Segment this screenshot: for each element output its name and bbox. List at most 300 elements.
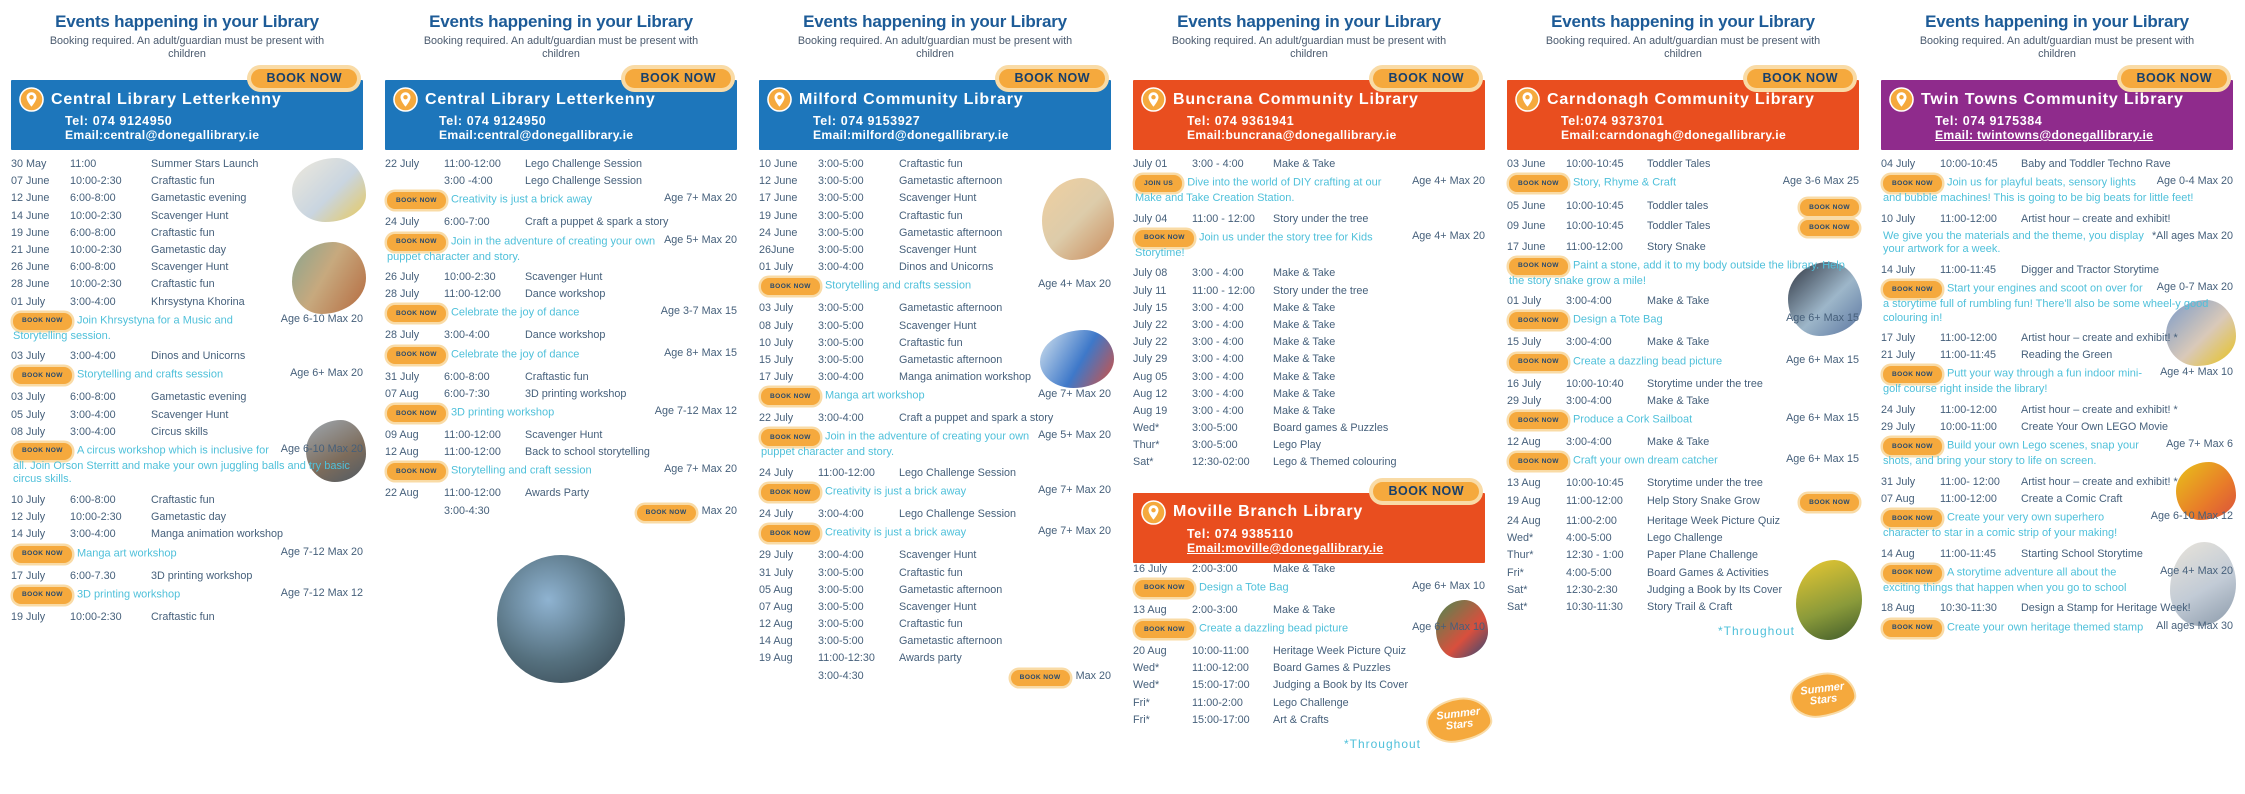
event-time: 3:00 - 4:00	[1192, 301, 1244, 314]
event-title: Make & Take	[1273, 370, 1336, 383]
event-date: 09 June	[1507, 220, 1546, 233]
event-row	[1133, 405, 1485, 418]
book-now-button[interactable]: BOOK NOW	[2121, 69, 2227, 88]
event-date: 26 June	[11, 261, 50, 274]
event-date: 15 July	[1507, 336, 1542, 349]
event-row	[1507, 158, 1859, 171]
page-title: Events happening in your Library	[803, 12, 1067, 31]
event-date: 24 Aug	[1507, 515, 1541, 528]
book-now-badge[interactable]: BOOK NOW	[13, 546, 72, 563]
event-row	[759, 354, 1111, 367]
booking-notice: Booking required. An adult/guardian must be present with children	[49, 35, 325, 60]
event-date: 10 July	[11, 493, 46, 506]
event-date: 07 Aug	[385, 387, 419, 400]
event-time: 11:00-12:00	[444, 288, 501, 301]
event-age-max: Age 4+ Max 20	[1412, 229, 1485, 242]
book-now-badge[interactable]: BOOK NOW	[1883, 510, 1942, 527]
event-age-max: Age 4+ Max 10	[2160, 366, 2233, 379]
book-now-badge[interactable]: BOOK NOW	[387, 405, 446, 422]
event-time: 3:00-5:00	[818, 336, 864, 349]
note-text: Dive into the world of DIY crafting at our Make and Take Creation Station.	[1135, 176, 1382, 205]
library-tel: Tel: 074 9124950	[65, 114, 173, 128]
event-date: 13 Aug	[1133, 603, 1167, 616]
booking-notice: Booking required. An adult/guardian must be present with children	[1171, 35, 1447, 60]
event-time: 3:00-5:00	[1192, 439, 1238, 452]
event-age-max: Age 6+ Max 15	[1786, 353, 1859, 366]
note-text: Storytelling and craft session	[450, 464, 592, 477]
library-banner	[1881, 80, 2233, 150]
library-email[interactable]: Email:central@donegallibrary.ie	[439, 128, 634, 142]
book-now-badge[interactable]: BOOK NOW	[761, 484, 820, 501]
column-header	[11, 12, 363, 61]
event-row	[11, 409, 363, 422]
event-time: 10:30-11:30	[1940, 602, 1997, 615]
event-time: 3:00-5:00	[1192, 422, 1238, 435]
event-time: 11:00-12:00	[444, 487, 501, 500]
book-now-badge[interactable]: BOOK NOW	[1883, 565, 1942, 582]
library-banner-block	[1133, 474, 1485, 563]
book-now-badge[interactable]: BOOK NOW	[1883, 366, 1942, 383]
library-email[interactable]: Email:buncrana@donegallibrary.ie	[1187, 128, 1397, 142]
event-title: Lego Challenge Session	[525, 175, 643, 188]
event-row	[385, 505, 737, 522]
event-time: 3:00 - 4:00	[1192, 336, 1244, 349]
event-age-max: Age 6-10 Max 12	[2150, 510, 2233, 523]
event-row	[1133, 422, 1485, 435]
event-title: Summer Stars Launch	[151, 158, 259, 170]
event-row	[759, 652, 1111, 665]
note-text: Celebrate the joy of dance	[450, 306, 580, 319]
event-time: 6:00-7.30	[70, 569, 116, 582]
event-row	[385, 371, 737, 384]
throughout-note: *Throughout	[1717, 624, 1795, 638]
event-row	[759, 508, 1111, 521]
event-age-max: Age 6-10 Max 20	[280, 312, 363, 325]
event-title: Scavenger Hunt	[899, 243, 977, 256]
book-now-badge[interactable]: BOOK NOW	[1883, 620, 1942, 637]
event-row	[1133, 645, 1485, 658]
note-text: Create your very own superhero character to star in a comic strip of your making!	[1883, 511, 2118, 540]
event-title: Craft a puppet and spark a story	[899, 412, 1054, 425]
book-now-badge[interactable]: BOOK NOW	[1883, 281, 1942, 298]
event-time: 12:30 - 1:00	[1566, 549, 1624, 562]
event-list	[1881, 158, 2233, 637]
event-title: Lego Challenge	[1273, 696, 1349, 709]
event-title: 3D printing workshop	[151, 569, 253, 582]
event-date: 20 Aug	[1133, 645, 1167, 657]
book-now-badge[interactable]: BOOK NOW	[13, 313, 72, 330]
event-title: Heritage Week Picture Quiz	[1273, 645, 1407, 657]
event-age-max: Age 5+ Max 20	[1038, 429, 1111, 442]
event-date: Thur*	[1133, 439, 1160, 452]
event-row	[1881, 602, 2233, 615]
event-row	[1507, 601, 1859, 614]
event-time: 12:30-02:00	[1192, 456, 1250, 469]
event-title: Craftastic fun	[899, 209, 963, 222]
event-row	[11, 227, 363, 240]
library-email[interactable]: Email:milford@donegallibrary.ie	[813, 128, 1009, 142]
event-time: 11:00-12:00	[1566, 240, 1623, 253]
event-row	[11, 494, 363, 507]
event-time: 3:00-4:00	[70, 528, 116, 541]
event-row	[1507, 378, 1859, 391]
event-time: 10:00-2:30	[70, 610, 122, 623]
book-now-badge[interactable]: BOOK NOW	[1800, 220, 1859, 237]
event-title: Paper Plane Challenge	[1647, 549, 1759, 562]
book-now-badge[interactable]: BOOK NOW	[1800, 494, 1859, 511]
event-row	[759, 244, 1111, 257]
library-email[interactable]: Email:central@donegallibrary.ie	[65, 128, 260, 142]
event-title: Scavenger Hunt	[151, 209, 229, 222]
book-now-badge[interactable]: BOOK NOW	[761, 429, 820, 446]
event-row	[1507, 532, 1859, 545]
library-banner	[1133, 80, 1485, 150]
book-now-badge[interactable]: BOOK NOW	[1135, 580, 1194, 597]
note-text: Produce a Cork Sailboat	[1572, 413, 1693, 426]
event-age-max: Max 20	[1075, 670, 1111, 683]
book-now-badge[interactable]: BOOK NOW	[1509, 453, 1568, 470]
event-title: Make & Take	[1273, 158, 1336, 170]
location-pin-icon	[393, 87, 418, 112]
event-age-max: Age 6+ Max 10	[1412, 621, 1485, 633]
event-time: 3:00-4:00	[70, 350, 116, 363]
event-row	[759, 337, 1111, 350]
note-text: Join in the adventure of creating your own puppet character and story.	[761, 430, 1030, 459]
event-age-max: Age 5+ Max 20	[664, 233, 737, 246]
event-age-max: Age 6+ Max 20	[290, 367, 363, 380]
event-title: Gametastic afternoon	[899, 175, 1003, 188]
note-text: 3D printing workshop	[450, 406, 555, 419]
book-now-badge[interactable]: BOOK NOW	[1509, 175, 1568, 192]
event-note	[1135, 230, 1485, 261]
event-row	[1507, 567, 1859, 580]
event-date: 01 July	[1507, 295, 1542, 308]
event-note	[1883, 281, 2233, 325]
event-row	[11, 611, 363, 624]
book-now-badge[interactable]: BOOK NOW	[1509, 354, 1568, 371]
event-date: 17 June	[1507, 240, 1546, 253]
event-row	[385, 487, 737, 500]
event-time: 3:00-5:00	[818, 319, 864, 332]
event-row	[1507, 549, 1859, 562]
library-banner	[1507, 80, 1859, 150]
event-date: 17 July	[1881, 332, 1916, 345]
event-date: 12 June	[759, 175, 798, 188]
event-note	[1883, 230, 2233, 257]
event-date: 29 July	[1881, 421, 1916, 434]
event-time: 11:00-11:45	[1940, 263, 1997, 276]
event-title: Make & Take	[1273, 353, 1336, 366]
book-now-badge[interactable]: BOOK NOW	[13, 367, 72, 384]
event-row	[1881, 404, 2233, 417]
event-row	[1881, 493, 2233, 506]
note-text: Start your engines and scoot on over for a storytime full of rumbling fun! There'll also be some wheel-y good colouring in!	[1883, 282, 2209, 324]
event-age-max: Age 0-4 Max 20	[2156, 175, 2233, 188]
event-row	[1881, 332, 2233, 345]
event-row	[1133, 353, 1485, 366]
book-now-badge[interactable]: BOOK NOW	[387, 305, 446, 322]
event-time: 3:00 - 4:00	[1192, 404, 1244, 417]
note-text: Build your own Lego scenes, snap your shots, and bring your story to life on screen.	[1883, 439, 2139, 468]
event-title: Circus skills	[151, 425, 208, 438]
book-now-badge[interactable]: BOOK NOW	[1509, 412, 1568, 429]
event-date: 26June	[759, 243, 795, 256]
booking-notice: Booking required. An adult/guardian must be present with children	[1545, 35, 1821, 60]
event-date: 24 July	[759, 508, 794, 521]
library-name-row	[1515, 87, 1851, 112]
event-title: Scavenger Hunt	[525, 429, 603, 441]
note-text: Creativity is just a brick away	[824, 485, 967, 498]
event-time: 10:00-2:30	[70, 175, 122, 188]
library-banner-block	[1881, 61, 2233, 150]
event-age-max: *All ages Max 20	[2151, 229, 2233, 242]
event-time: 11:00-12:00	[1940, 332, 1997, 345]
book-now-badge[interactable]: BOOK NOW	[1135, 230, 1194, 247]
event-title: Story under the tree	[1273, 284, 1369, 297]
event-time: 2:00-3:00	[1192, 603, 1238, 616]
book-now-button[interactable]: BOOK NOW	[251, 69, 357, 88]
event-row	[1133, 302, 1485, 315]
book-now-badge[interactable]: BOOK NOW	[1011, 670, 1070, 687]
event-date: 12 July	[11, 511, 46, 524]
event-row	[11, 528, 363, 541]
library-name: Moville Branch Library	[1173, 503, 1364, 521]
event-age-max: Age 7-12 Max 12	[654, 405, 737, 417]
event-note	[387, 463, 737, 480]
event-date: 12 Aug	[385, 446, 419, 459]
event-time: 11:00 - 12:00	[1192, 284, 1255, 297]
event-row	[1881, 476, 2233, 489]
event-title: Gametastic afternoon	[899, 302, 1003, 315]
event-date: 07 June	[11, 175, 50, 188]
event-date: 10 July	[1881, 212, 1916, 225]
event-time: 11:00-12:00	[1940, 403, 1997, 416]
event-time: 6:00-8:00	[70, 192, 116, 205]
book-now-badge[interactable]: BOOK NOW	[637, 505, 696, 522]
event-date: 05 Aug	[759, 583, 793, 596]
event-date: 21 June	[11, 243, 50, 256]
event-note	[13, 313, 363, 344]
event-row	[1133, 604, 1485, 617]
event-date: 01 July	[11, 295, 46, 308]
library-column	[748, 0, 1122, 794]
event-row	[1507, 494, 1859, 511]
library-email[interactable]: Email:carndonagh@donegallibrary.ie	[1561, 128, 1787, 142]
book-now-badge[interactable]: BOOK NOW	[387, 234, 446, 251]
book-now-badge[interactable]: BOOK NOW	[1883, 438, 1942, 455]
page-title: Events happening in your Library	[429, 12, 693, 31]
note-text: Putt your way through a fun indoor mini-golf course right inside the library!	[1883, 367, 2142, 396]
event-note	[1135, 621, 1485, 638]
book-now-badge[interactable]: BOOK NOW	[1509, 258, 1568, 275]
event-age-max: Age 6+ Max 10	[1412, 579, 1485, 592]
book-now-button[interactable]: BOOK NOW	[1373, 69, 1479, 88]
event-date: 03 July	[11, 391, 46, 404]
event-time: 11:00-12:00	[1192, 662, 1249, 675]
event-time: 3:00-5:00	[818, 302, 864, 315]
event-age-max: Age 8+ Max 15	[664, 346, 737, 359]
event-time: 11:00-12:00	[444, 158, 501, 170]
event-note	[1883, 510, 2233, 541]
library-email[interactable]: Email: twintowns@donegallibrary.ie	[1935, 128, 2154, 142]
library-column	[1496, 0, 1870, 794]
location-pin-icon	[1141, 500, 1166, 525]
event-time: 10:00-11:00	[1940, 421, 1997, 434]
book-now-badge[interactable]: BOOK NOW	[13, 443, 72, 460]
event-note	[387, 234, 737, 265]
book-now-button[interactable]: BOOK NOW	[625, 69, 731, 88]
event-date: 04 July	[1881, 158, 1916, 170]
event-date: 24 June	[759, 226, 798, 239]
column-header	[1881, 12, 2233, 61]
event-list	[1507, 158, 1859, 638]
book-now-badge[interactable]: BOOK NOW	[13, 587, 72, 604]
event-row-tail	[1011, 670, 1111, 687]
column-header	[1133, 12, 1485, 61]
event-date: July 15	[1133, 301, 1168, 314]
event-note	[13, 587, 363, 604]
event-row	[759, 261, 1111, 274]
event-date: 14 Aug	[1881, 547, 1915, 560]
event-row	[759, 549, 1111, 562]
event-date: 10 June	[759, 158, 798, 170]
event-time: 10:00-10:45	[1566, 477, 1624, 490]
event-time: 10:30-11:30	[1566, 601, 1623, 613]
library-email[interactable]: Email:moville@donegallibrary.ie	[1187, 540, 1384, 555]
event-row	[11, 210, 363, 223]
book-now-badge[interactable]: BOOK NOW	[1800, 199, 1859, 216]
event-title: Judging a Book by Its Cover	[1273, 679, 1409, 692]
event-note	[1509, 354, 1859, 371]
event-time: 3:00-4:00	[818, 261, 864, 274]
throughout-note: *Throughout	[1343, 736, 1421, 751]
column-header	[385, 12, 737, 61]
event-title: Scavenger Hunt	[899, 319, 977, 332]
book-now-badge[interactable]: BOOK NOW	[1509, 312, 1568, 329]
book-now-badge[interactable]: JOIN US	[1135, 175, 1182, 192]
event-age-max: Age 3-7 Max 15	[660, 305, 737, 318]
event-row-tail	[1800, 220, 1859, 237]
event-age-max: Age 7+ Max 20	[1038, 388, 1111, 401]
event-note	[387, 192, 737, 209]
book-now-badge[interactable]: BOOK NOW	[387, 347, 446, 364]
photo-children-play-area	[497, 555, 625, 683]
event-age-max: Age 3-6 Max 25	[1782, 175, 1859, 188]
event-title: Story under the tree	[1273, 212, 1369, 225]
event-note	[1135, 580, 1485, 597]
event-title: Lego Play	[1273, 439, 1322, 452]
note-text: Join us under the story tree for Kids Storytime!	[1135, 231, 1373, 259]
event-time: 3:00-4:00	[1566, 436, 1612, 448]
event-date: Wed*	[1133, 679, 1160, 692]
event-time: 11:00 - 12:00	[1192, 212, 1255, 225]
book-now-badge[interactable]: BOOK NOW	[387, 192, 446, 209]
book-now-button[interactable]: BOOK NOW	[1373, 482, 1479, 501]
event-row	[759, 371, 1111, 384]
event-date: Fri*	[1507, 566, 1524, 579]
book-now-badge[interactable]: BOOK NOW	[761, 278, 820, 295]
event-age-max: Age 7-12 Max 20	[280, 545, 363, 558]
event-time: 3:00-5:00	[818, 635, 864, 648]
book-now-badge[interactable]: BOOK NOW	[1883, 175, 1942, 192]
event-row	[1507, 515, 1859, 528]
summer-stars-logo: Summer Stars	[1426, 696, 1492, 743]
event-title: Craftastic fun	[899, 618, 963, 631]
book-now-button[interactable]: BOOK NOW	[999, 69, 1105, 88]
book-now-badge[interactable]: BOOK NOW	[387, 463, 446, 480]
event-title: Craftastic fun	[151, 226, 215, 239]
event-title: Gametastic day	[151, 511, 227, 524]
event-time: 3:00-4:00	[818, 549, 864, 562]
event-time: 3:00-4:00	[818, 508, 864, 521]
event-title: Craftastic fun	[151, 278, 215, 291]
event-date: 03 July	[759, 302, 794, 315]
event-date: Aug 12	[1133, 387, 1168, 400]
event-time: 3:00-4:00	[1566, 295, 1612, 308]
event-date: 09 Aug	[385, 429, 419, 441]
event-date: 28 June	[11, 278, 50, 291]
library-banner-block	[1133, 61, 1485, 150]
library-name-row	[1141, 500, 1477, 525]
book-now-badge[interactable]: BOOK NOW	[761, 525, 820, 542]
event-date: 03 July	[11, 350, 46, 363]
event-row	[11, 511, 363, 524]
event-age-max: Age 7-12 Max 12	[280, 586, 363, 599]
book-now-badge[interactable]: BOOK NOW	[761, 388, 820, 405]
event-row	[1881, 548, 2233, 561]
event-date: 31 July	[759, 566, 794, 579]
event-title: Craftastic fun	[525, 370, 589, 383]
event-title: Gametastic afternoon	[899, 635, 1003, 648]
event-note	[1883, 620, 2233, 637]
event-time: 11:00- 12:00	[1940, 475, 2000, 488]
event-title: Artist hour – create and exhibit! *	[2021, 403, 2178, 416]
event-time: 6:00-7:00	[444, 216, 490, 229]
book-now-button[interactable]: BOOK NOW	[1747, 69, 1853, 88]
event-row	[1133, 371, 1485, 384]
book-now-badge[interactable]: BOOK NOW	[1135, 621, 1194, 638]
event-date: 24 July	[385, 216, 420, 229]
event-date: Wed*	[1133, 662, 1160, 675]
event-time: 3:00 - 4:00	[1192, 387, 1244, 400]
event-row	[759, 302, 1111, 315]
event-age-max: Age 0-7 Max 20	[2156, 281, 2233, 294]
event-title: Starting School Storytime	[2021, 547, 2143, 560]
event-date: Wed*	[1507, 532, 1534, 545]
note-text: 3D printing workshop	[76, 588, 181, 601]
event-title: Khrsystyna Khorina	[151, 295, 245, 308]
note-text: Paint a stone, add it to my body outside the library. Help the story snake grow a mile!	[1509, 259, 1845, 287]
event-date: 31 July	[385, 370, 420, 383]
event-time: 3:00-4:30	[444, 505, 490, 518]
event-date: 24 July	[759, 466, 794, 479]
event-date: 08 July	[759, 319, 794, 332]
event-title: Make & Take	[1273, 603, 1336, 616]
event-age-max: Age 6-10 Max 20	[280, 442, 363, 455]
event-date: 19 Aug	[1507, 494, 1541, 507]
library-name-row	[1141, 87, 1477, 112]
note-text: Create a dazzling bead picture	[1572, 355, 1723, 368]
event-time: 15:00-17:00	[1192, 679, 1250, 692]
event-time: 10:00-10:45	[1566, 220, 1624, 233]
note-text: Celebrate the joy of dance	[450, 348, 580, 361]
library-tel: Tel: 074 9385110	[1187, 526, 1294, 541]
event-time: 3:00 - 4:00	[1192, 318, 1244, 331]
event-time: 3:00-5:00	[818, 583, 864, 596]
library-name-row	[19, 87, 355, 112]
event-title: Story Snake	[1647, 240, 1706, 253]
library-tel: Tel: 074 9361941	[1187, 114, 1295, 128]
